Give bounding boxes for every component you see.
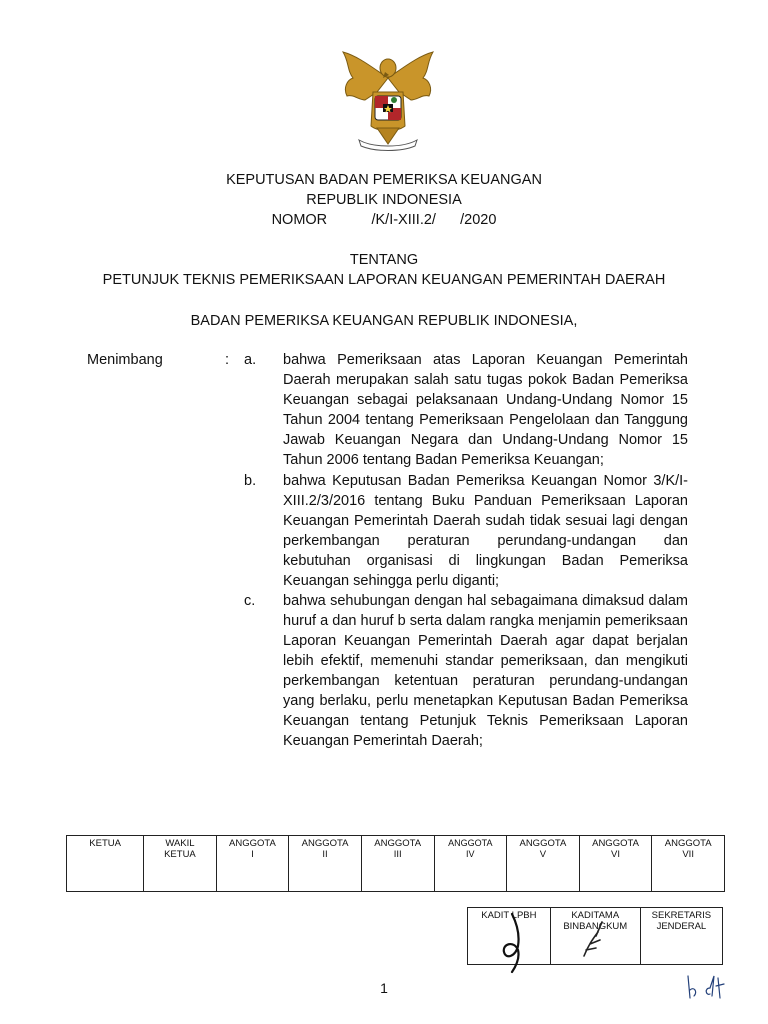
approval-cell: ANGGOTA VI bbox=[579, 836, 652, 892]
item-letter-c: c. bbox=[244, 593, 256, 609]
initial-cell: SEKRETARIS JENDERAL bbox=[640, 908, 722, 965]
item-letter-a: a. bbox=[244, 352, 257, 368]
initial-cell: KADITAMA BINBANGKUM bbox=[550, 908, 640, 965]
approval-cell: ANGGOTA I bbox=[216, 836, 289, 892]
doc-tentang: TENTANG bbox=[349, 252, 419, 268]
approval-cell: ANGGOTA IV bbox=[434, 836, 507, 892]
doc-number: NOMOR /K/I-XIII.2/ /2020 bbox=[271, 212, 497, 228]
approval-cell: ANGGOTA II bbox=[289, 836, 362, 892]
approval-cell: ANGGOTA V bbox=[507, 836, 580, 892]
considering-label: Menimbang bbox=[87, 352, 163, 368]
doc-issuer: BADAN PEMERIKSA KEUANGAN REPUBLIK INDONESIA, bbox=[190, 313, 578, 329]
item-text-c: bahwa sehubungan dengan hal sebagaimana dimaksud dalam huruf a dan huruf b serta dalam rangka menjamin pemeriksaan Laporan Keuangan Pemerintah Daerah agar dapat berjalan lebih efektif, memenuhi standar pemeriksaan, dan mengikuti perkembangan ketentuan peraturan perundang-undangan yang berlaku, perlu menetapkan Keputusan Badan Pemeriksa Keuangan tentang Petunjuk Teknis Pemeriksaan Laporan Keuangan Pemerintah Daerah; bbox=[283, 593, 688, 749]
doc-title-line2: REPUBLIK INDONESIA bbox=[306, 192, 462, 208]
item-text-a: bahwa Pemeriksaan atas Laporan Keuangan Pemerintah Daerah merupakan salah satu tugas pokok Badan Pemeriksa Keuangan sebagai pelaksanaan Undang-Undang Nomor 15 Tahun 2004 tentang Pemeriksaan Pengelolaan dan Tanggung Jawab Keuangan Negara dan Undang-Undang Nomor 15 Tahun 2006 tentang Badan Pemeriksa Keuangan; bbox=[283, 352, 688, 468]
page-number: 1 bbox=[380, 980, 388, 996]
approval-cell: KETUA bbox=[67, 836, 144, 892]
approval-cell: ANGGOTA III bbox=[361, 836, 434, 892]
signature-scribble-kaditama bbox=[578, 920, 612, 960]
item-letter-b: b. bbox=[244, 473, 257, 489]
considering-colon: : bbox=[225, 352, 230, 368]
approval-cell: ANGGOTA VII bbox=[652, 836, 725, 892]
initial-cell: KADIT LPBH bbox=[468, 908, 551, 965]
approval-table bbox=[66, 835, 725, 892]
doc-title-line1: KEPUTUSAN BADAN PEMERIKSA KEUANGAN bbox=[226, 172, 542, 188]
approval-cell: WAKIL KETUA bbox=[144, 836, 216, 892]
doc-subject: PETUNJUK TEKNIS PEMERIKSAAN LAPORAN KEUANGAN PEMERINTAH DAERAH bbox=[102, 272, 666, 288]
garuda-emblem bbox=[333, 48, 443, 152]
signature-scribble-kadit bbox=[498, 912, 534, 974]
item-text-b: bahwa Keputusan Badan Pemeriksa Keuangan Nomor 3/K/I-XIII.2/3/2016 tentang Buku Panduan Pemeriksaan Laporan Keuangan Pemerintah Daerah sudah tidak sesuai lagi dengan perkembangan peraturan perundang-undangan dan kebutuhan organisasi di lingkungan Badan Pemeriksa Keuangan sehingga perlu diganti; bbox=[283, 473, 688, 589]
